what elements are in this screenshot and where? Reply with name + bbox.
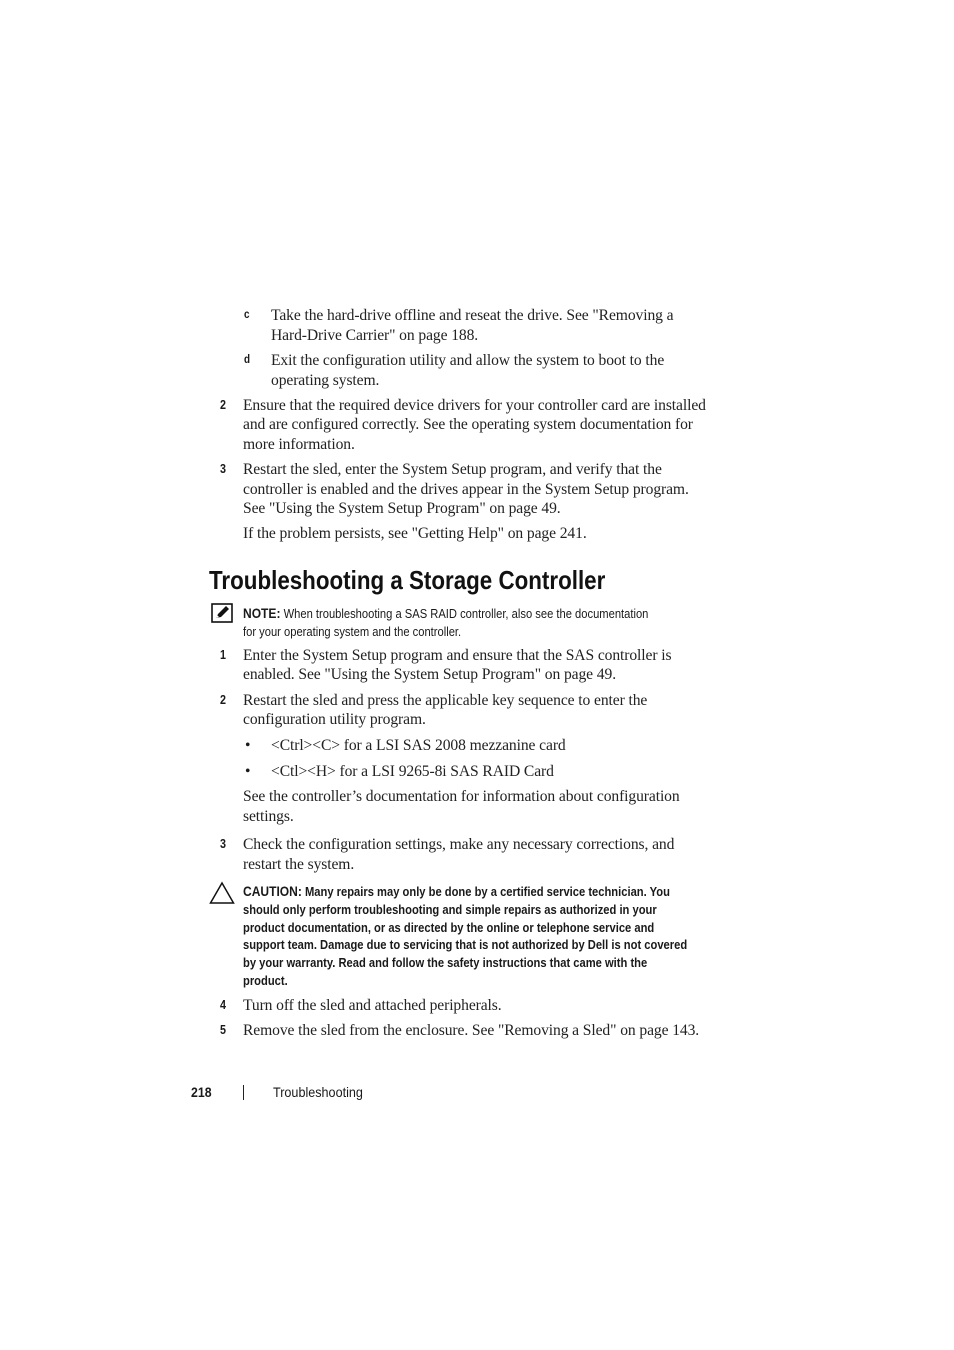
step-marker-3: 3 <box>220 462 226 476</box>
substep-marker-d: d <box>244 354 251 366</box>
bullet-1-text: <Ctrl><C> for a LSI SAS 2008 mezzanine card <box>271 737 566 754</box>
step-marker-2b: 2 <box>220 693 226 707</box>
section-heading: Troubleshooting a Storage Controller <box>209 565 606 595</box>
note-block <box>243 605 725 640</box>
substep-marker-c: c <box>244 309 250 321</box>
controller-doc-line-2: settings. <box>243 808 294 825</box>
bullet-marker-1: • <box>245 737 251 754</box>
caution-line-3: product documentation, or as directed by the online or telephone service and <box>243 919 655 935</box>
substep-c-line-1: Take the hard-drive offline and reseat the drive. See "Removing a <box>271 307 674 324</box>
page-number: 218 <box>191 1084 212 1100</box>
step-4-text: Turn off the sled and attached peripherals. <box>243 997 502 1014</box>
step-2-line-3: more information. <box>243 436 355 453</box>
note-line-2: for your operating system and the controller. <box>243 623 462 639</box>
caution-triangle-icon <box>209 881 235 905</box>
substep-c-line-2: Hard-Drive Carrier" on page 188. <box>271 327 479 344</box>
substep-d-line-1: Exit the configuration utility and allow the system to boot to the <box>271 352 665 369</box>
bullet-2-text: <Ctl><H> for a LSI 9265-8i SAS RAID Card <box>271 763 554 780</box>
step-5-text: Remove the sled from the enclosure. See "Removing a Sled" on page 143. <box>243 1022 700 1039</box>
caution-line-6: product. <box>243 972 288 988</box>
step-2-line-1: Ensure that the required device drivers for your controller card are installed <box>243 397 706 414</box>
persist-text: If the problem persists, see "Getting Help" on page 241. <box>243 525 587 542</box>
substep-d-line-2: operating system. <box>271 372 380 389</box>
step-3-line-1: Restart the sled, enter the System Setup program, and verify that the <box>243 461 662 478</box>
bullet-marker-2: • <box>245 763 251 780</box>
step-2b-line-2: configuration utility program. <box>243 711 426 728</box>
footer-section-title: Troubleshooting <box>273 1084 363 1100</box>
step-2b-line-1: Restart the sled and press the applicable key sequence to enter the <box>243 692 648 709</box>
caution-block <box>243 883 725 990</box>
step-marker-5: 5 <box>220 1023 226 1037</box>
caution-line-2: should only perform troubleshooting and simple repairs as authorized in your <box>243 901 657 917</box>
step-3b-line-2: restart the system. <box>243 856 355 873</box>
note-line-1: When troubleshooting a SAS RAID controller, also see the documentation <box>283 606 649 621</box>
step-marker-3b: 3 <box>220 837 226 851</box>
pencil-note-icon <box>211 603 233 623</box>
step-2-line-2: and are configured correctly. See the operating system documentation for <box>243 416 693 433</box>
step-3-line-3: See "Using the System Setup Program" on page 49. <box>243 500 561 517</box>
step-1-line-1: Enter the System Setup program and ensure that the SAS controller is <box>243 647 672 664</box>
caution-line-5: by your warranty. Read and follow the safety instructions that came with the <box>243 955 648 971</box>
caution-line-4: support team. Damage due to servicing that is not authorized by Dell is not covered <box>243 937 688 953</box>
step-1-line-2: enabled. See "Using the System Setup Program" on page 49. <box>243 666 616 683</box>
caution-line-1: Many repairs may only be done by a certified service technician. You <box>304 884 670 899</box>
step-marker-2: 2 <box>220 398 226 412</box>
step-marker-1: 1 <box>220 648 226 662</box>
note-label: NOTE: <box>243 605 281 621</box>
step-3b-line-1: Check the configuration settings, make any necessary corrections, and <box>243 836 675 853</box>
step-marker-4: 4 <box>220 998 226 1012</box>
footer-divider <box>243 1085 244 1100</box>
step-3-line-2: controller is enabled and the drives appear in the System Setup program. <box>243 481 689 498</box>
controller-doc-line-1: See the controller’s documentation for information about configuration <box>243 788 680 805</box>
caution-label: CAUTION: <box>243 883 302 899</box>
